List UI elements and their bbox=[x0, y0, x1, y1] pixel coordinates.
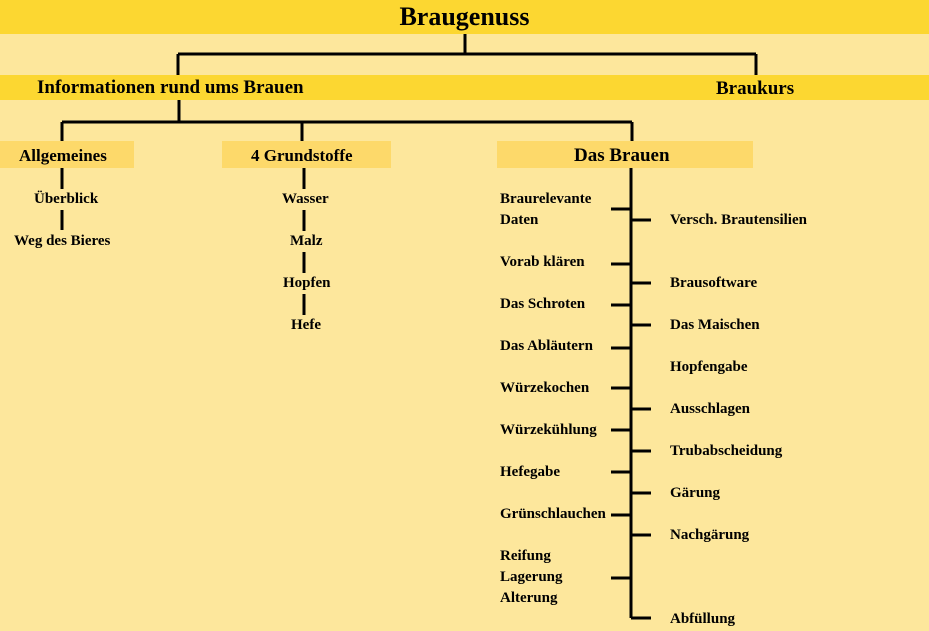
page-title: Braugenuss bbox=[399, 2, 530, 31]
node-hopfengabe: Hopfengabe bbox=[670, 359, 748, 375]
node-das-ablaeutern: Das Abläutern bbox=[500, 338, 593, 354]
node-wuerzekochen: Würzekochen bbox=[500, 380, 590, 396]
node-informationen: Informationen rund ums Brauen bbox=[37, 77, 304, 98]
node-das-maischen: Das Maischen bbox=[670, 317, 760, 333]
node-braukurs: Braukurs bbox=[716, 78, 795, 99]
node-hefe: Hefe bbox=[291, 315, 321, 336]
node-vorab-klaeren: Vorab klären bbox=[500, 254, 585, 270]
node-das-brauen: Das Brauen bbox=[574, 145, 670, 166]
node-grundstoffe: 4 Grundstoffe bbox=[251, 146, 353, 165]
node-gruenschlauchen: Grünschlauchen bbox=[500, 506, 606, 522]
node-gaerung: Gärung bbox=[670, 485, 721, 501]
node-das-schroten: Das Schroten bbox=[500, 296, 586, 312]
node-weg-des-bieres: Weg des Bieres bbox=[14, 231, 110, 252]
node-abfuellung: Abfüllung bbox=[670, 611, 736, 627]
node-wasser: Wasser bbox=[282, 189, 329, 210]
node-nachgaerung: Nachgärung bbox=[670, 527, 750, 543]
node-malz: Malz bbox=[290, 231, 322, 252]
node-versch-brautensilien: Versch. Brautensilien bbox=[670, 212, 807, 228]
node-brausoftware: Brausoftware bbox=[670, 275, 758, 291]
node-trubabscheidung: Trubabscheidung bbox=[670, 443, 783, 459]
node-ausschlagen: Ausschlagen bbox=[670, 401, 751, 417]
node-braurelevante-daten: Braurelevante Daten bbox=[500, 191, 592, 228]
node-hefegabe: Hefegabe bbox=[500, 464, 560, 480]
node-allgemeines: Allgemeines bbox=[19, 146, 107, 165]
node-hopfen: Hopfen bbox=[283, 273, 331, 294]
node-ueberblick: Überblick bbox=[34, 189, 98, 210]
node-reifung-lagerung-alterung: Reifung Lagerung Alterung bbox=[500, 548, 563, 606]
node-wuerzekuehlung: Würzekühlung bbox=[500, 422, 597, 438]
